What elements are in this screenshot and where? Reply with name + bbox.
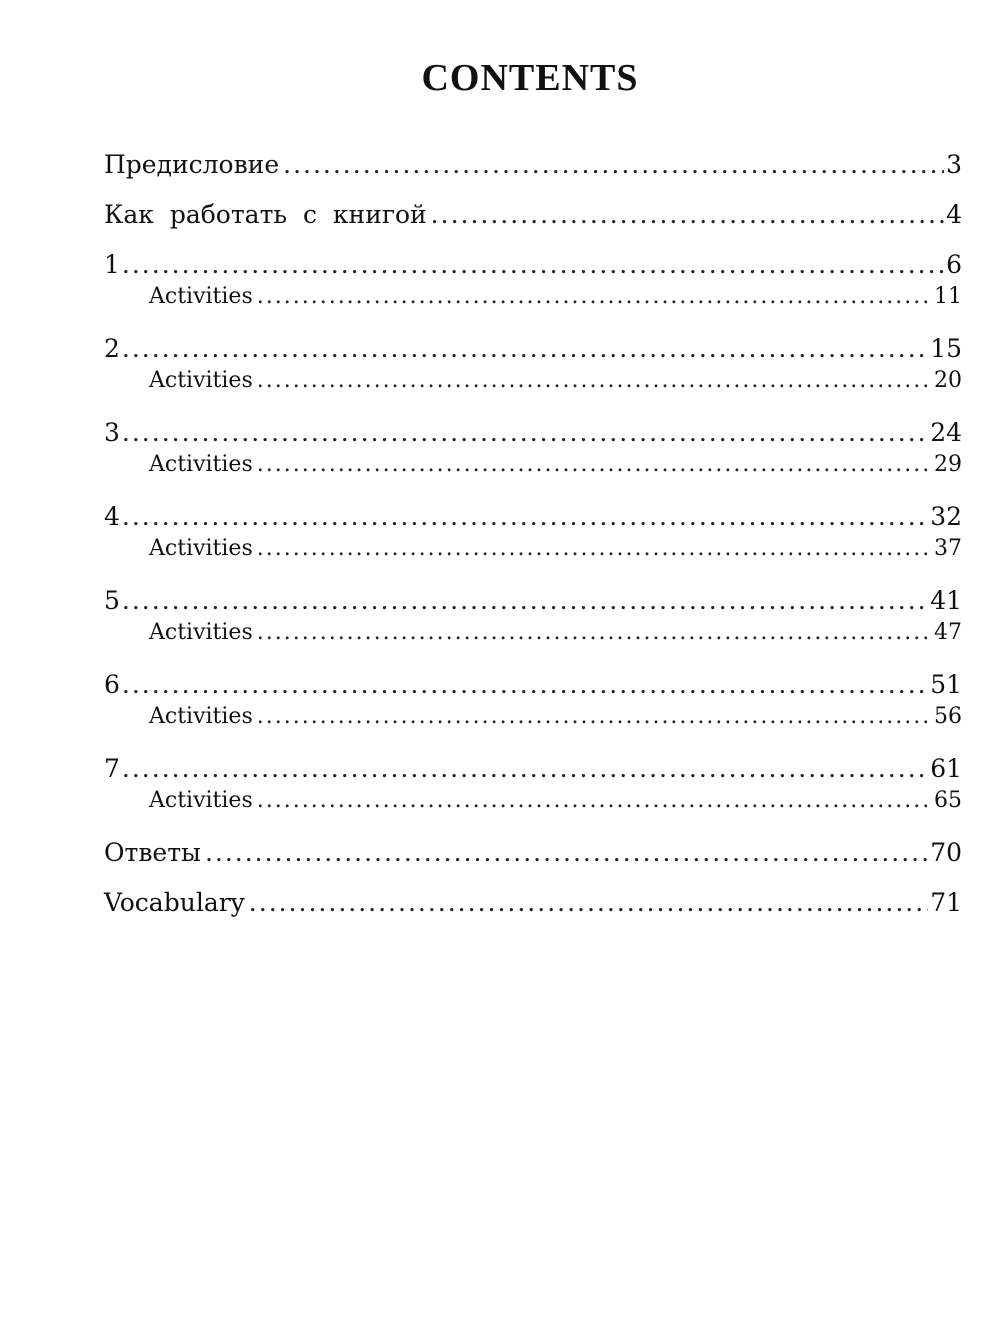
dot-leader — [257, 536, 932, 561]
toc-entry-label: Activities — [149, 536, 253, 561]
dot-leader — [283, 150, 944, 179]
dot-leader — [431, 200, 944, 229]
dot-leader — [122, 334, 928, 363]
toc-entry-chapter-6[interactable] — [104, 670, 962, 704]
toc-entry-how-to-use[interactable] — [104, 200, 962, 234]
toc-entry-label: Activities — [149, 788, 253, 813]
toc-entry-label: Activities — [149, 452, 253, 477]
toc-entry-label: Как работать с книгой — [104, 200, 427, 229]
dot-leader — [257, 284, 932, 309]
toc-entry-activities-1[interactable] — [104, 284, 962, 318]
toc-entry-label: 3 — [104, 418, 120, 447]
toc-entry-label: Ответы — [104, 838, 201, 867]
dot-leader — [257, 452, 932, 477]
toc-entry-label: Activities — [149, 368, 253, 393]
toc-entry-vocabulary[interactable] — [104, 888, 962, 922]
toc-entry-page: 32 — [930, 502, 962, 531]
toc-entry-activities-6[interactable] — [104, 704, 962, 738]
toc-entry-label: 7 — [104, 754, 120, 783]
toc-entry-label: 5 — [104, 586, 120, 615]
page-title: CONTENTS — [421, 57, 639, 99]
toc-entry-activities-5[interactable] — [104, 620, 962, 654]
toc-entry-label: 1 — [104, 250, 120, 279]
toc-entry-label: Vocabulary — [104, 888, 245, 917]
toc-entry-answers[interactable] — [104, 838, 962, 872]
toc-entry-page: 71 — [930, 888, 962, 917]
dot-leader — [257, 620, 932, 645]
toc-entry-label: 6 — [104, 670, 120, 699]
toc-entry-page: 41 — [930, 586, 962, 615]
toc-entry-foreword[interactable] — [104, 150, 962, 184]
toc-entry-label: 2 — [104, 334, 120, 363]
toc-entry-label: Activities — [149, 620, 253, 645]
toc-entry-chapter-4[interactable] — [104, 502, 962, 536]
toc-entry-activities-2[interactable] — [104, 368, 962, 402]
toc-entry-label: Предисловие — [104, 150, 280, 179]
toc-entry-page: 20 — [934, 368, 962, 393]
toc-entry-page: 70 — [930, 838, 962, 867]
toc-entry-chapter-5[interactable] — [104, 586, 962, 620]
dot-leader — [257, 788, 932, 813]
toc-entry-page: 29 — [934, 452, 962, 477]
toc-entry-page: 37 — [934, 536, 962, 561]
dot-leader — [122, 754, 928, 783]
dot-leader — [122, 502, 928, 531]
toc-entry-page: 15 — [930, 334, 962, 363]
toc-entry-activities-3[interactable] — [104, 452, 962, 486]
dot-leader — [257, 704, 932, 729]
toc-entry-page: 61 — [930, 754, 962, 783]
toc-entry-page: 24 — [930, 418, 962, 447]
dot-leader — [249, 888, 928, 917]
toc-entry-label: 4 — [104, 502, 120, 531]
toc-entry-label: Activities — [149, 704, 253, 729]
toc-entry-activities-4[interactable] — [104, 536, 962, 570]
toc-entry-page: 6 — [946, 250, 962, 279]
toc-entry-page: 65 — [934, 788, 962, 813]
toc-entry-label: Activities — [149, 284, 253, 309]
dot-leader — [122, 250, 944, 279]
dot-leader — [122, 586, 928, 615]
toc-entry-page: 51 — [930, 670, 962, 699]
toc-entry-chapter-3[interactable] — [104, 418, 962, 452]
toc-entry-activities-7[interactable] — [104, 788, 962, 822]
table-of-contents — [104, 150, 962, 922]
dot-leader — [122, 670, 928, 699]
toc-entry-page: 4 — [946, 200, 962, 229]
toc-entry-chapter-2[interactable] — [104, 334, 962, 368]
toc-entry-page: 11 — [934, 284, 962, 309]
dot-leader — [257, 368, 932, 393]
dot-leader — [122, 418, 928, 447]
dot-leader — [205, 838, 928, 867]
toc-entry-page: 56 — [934, 704, 962, 729]
toc-entry-chapter-7[interactable] — [104, 754, 962, 788]
toc-entry-page: 47 — [934, 620, 962, 645]
toc-entry-page: 3 — [946, 150, 962, 179]
toc-entry-chapter-1[interactable] — [104, 250, 962, 284]
